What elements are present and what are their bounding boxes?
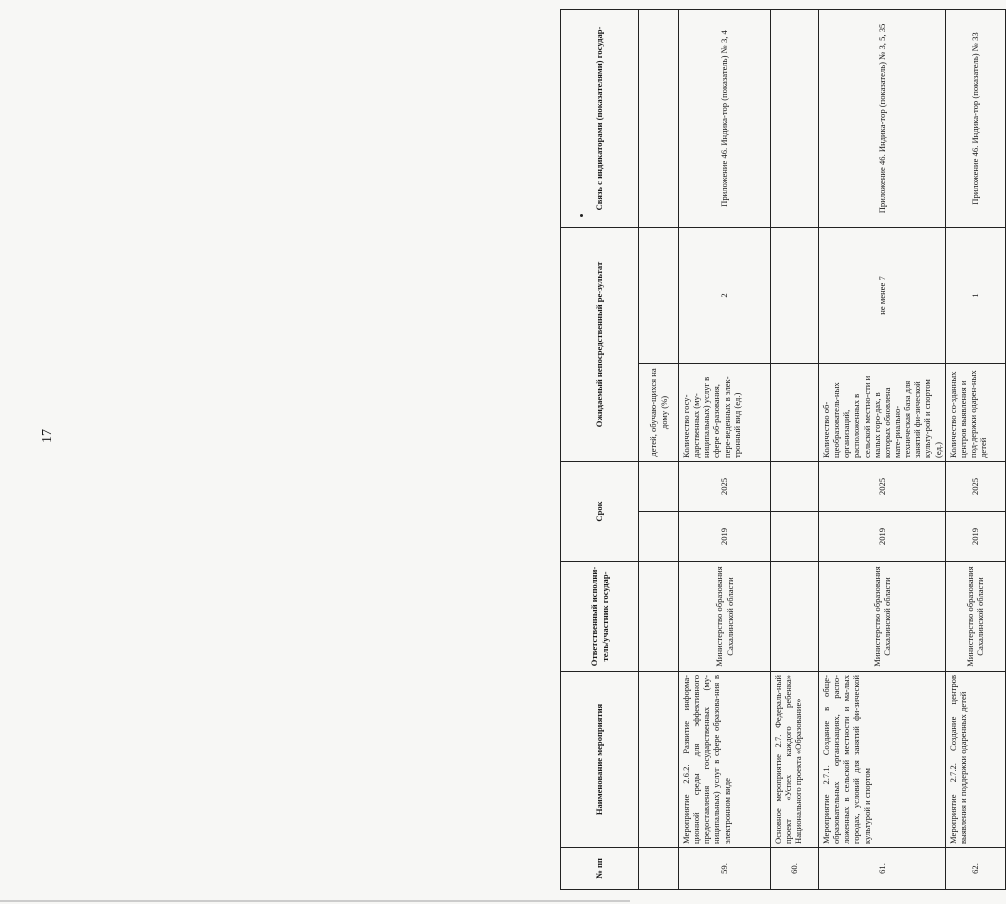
page-number: 17 [40, 429, 55, 443]
cell-end [771, 461, 819, 511]
scan-edge [0, 900, 630, 902]
cell-link: Приложение 46. Индика-тор (показатель) № 3, 4 [679, 9, 771, 227]
cell-link: Приложение 46. Индика-тор (показатель) № 33 [945, 9, 1005, 227]
cell-name [639, 672, 679, 848]
cell-result-value: не менее 7 [819, 227, 946, 363]
cell-start [639, 512, 679, 562]
header-term: Срок [561, 461, 639, 561]
cell-num: 60. [771, 848, 819, 890]
cell-start: 2019 [945, 512, 1005, 562]
cell-result-text: Количество об-щеобразователь-ных организаций, расположенных в сельской местно-сти и малых горо-дах, в которых обновлена мате-риально-техническая база для занятий фи-зической культу-рой и спортом (ед.) [819, 363, 946, 461]
cell-result-text: Количество госу-дарственных (му-ниципальных) услуг в сфере об-разования, пере-веденных в элек-тронный вид (ед.) [679, 363, 771, 461]
cell-responsible [771, 562, 819, 672]
cell-name: Мероприятие 2.7.1. Создание в обще-образовательных организациях, распо-ложенных в сельской местности и ма-лых городах, условий для занятий фи-зической культурой и спортом [819, 672, 946, 848]
cell-end: 2025 [819, 461, 946, 511]
table-row [819, 9, 946, 889]
table-row [771, 9, 819, 889]
cell-name: Мероприятие 2.6.2. Развитие информа-ционной среды для эффективного предоставления государственных (му-ниципальных) услуг в сфере образова-ния в электронном виде [679, 672, 771, 848]
cell-name: Мероприятие 2.7.2. Создание центров выявления и поддержки одаренных детей [945, 672, 1005, 848]
cell-num: 62. [945, 848, 1005, 890]
cell-num: 61. [819, 848, 946, 890]
cell-start: 2019 [679, 512, 771, 562]
cell-responsible: Министерство образования Сахалинской области [945, 562, 1005, 672]
table-row [679, 9, 771, 889]
cell-num: 59. [679, 848, 771, 890]
table-row [945, 9, 1005, 889]
header-num: № пп [561, 848, 639, 890]
cell-link [639, 9, 679, 227]
cell-result-text: детей, обучаю-щихся на дому (%) [639, 363, 679, 461]
header-responsible: Ответственный исполни-тель/участник государ- [561, 562, 639, 672]
cell-result-text [771, 363, 819, 461]
cell-result-value: 2 [679, 227, 771, 363]
cell-link [771, 9, 819, 227]
cell-end: 2025 [679, 461, 771, 511]
header-link: Связь с индикаторами (показателями) государ- [561, 9, 639, 227]
cell-start: 2019 [819, 512, 946, 562]
header-name: Наименование мероприятия [561, 672, 639, 848]
rotated-table-container [560, 10, 1000, 890]
cell-result-value: 1 [945, 227, 1005, 363]
cell-start [771, 512, 819, 562]
cell-responsible [639, 562, 679, 672]
cell-link: Приложение 46. Индика-тор (показатель) № 3, 5, 35 [819, 9, 946, 227]
cell-responsible: Министерство образования Сахалинской области [679, 562, 771, 672]
table-row [639, 9, 679, 889]
cell-result-value [771, 227, 819, 363]
cell-result-value [639, 227, 679, 363]
cell-name: Основное мероприятие 2.7. Федераль-ный проект «Успех каждого ребенка» Национального проекта «Образование» [771, 672, 819, 848]
cell-responsible: Министерство образования Сахалинской области [819, 562, 946, 672]
cell-result-text: Количество со-зданных центров выявления и под-держки одарен-ных детей [945, 363, 1005, 461]
cell-end [639, 461, 679, 511]
program-activities-table [560, 9, 1006, 890]
header-result: Ожидаемый непосредственный ре-зультат [561, 227, 639, 461]
cell-num [639, 848, 679, 890]
cell-end: 2025 [945, 461, 1005, 511]
table-header-row [561, 9, 639, 889]
